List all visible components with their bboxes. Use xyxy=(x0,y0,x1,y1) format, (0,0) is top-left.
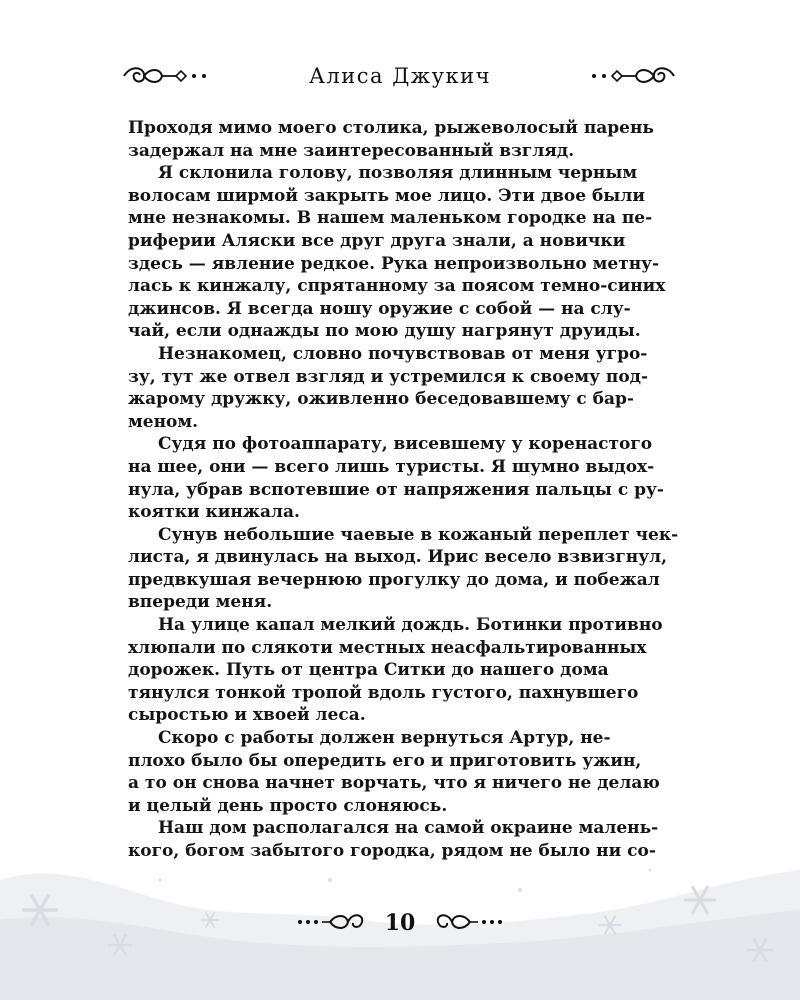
folio xyxy=(0,904,800,944)
text-line: коятки кинжала. xyxy=(128,502,300,523)
text-line: хлюпали по слякоти местных неасфальтированных xyxy=(128,637,647,658)
text-line: волосам ширмой закрыть мое лицо. Эти двое были xyxy=(128,185,645,206)
text-line: а то он снова начнет ворчать, что я ничего не делаю xyxy=(128,773,660,794)
text-line: задержал на мне заинтересованный взгляд. xyxy=(128,140,575,161)
text-line: сыростью и хвоей леса. xyxy=(128,705,366,726)
text-line: Сунув небольшие чаевые в кожаный переплет чек- xyxy=(158,524,679,545)
running-head xyxy=(0,58,800,98)
text-line: риферии Аляски все друг друга знали, а новички xyxy=(128,230,626,251)
page-number: 10 xyxy=(384,910,416,936)
text-line: нула, убрав вспотевшие от напряжения пальцы с ру- xyxy=(128,479,664,500)
text-line: Скоро с работы должен вернуться Артур, не- xyxy=(158,728,611,749)
text-line: джинсов. Я всегда ношу оружие с собой — на слу- xyxy=(128,298,631,319)
text-line: чай, если однажды по мою душу нагрянут друиды. xyxy=(128,321,641,342)
text-line: кого, богом забытого городка, рядом не было ни со- xyxy=(128,841,656,861)
text-line: здесь — явление редкое. Рука непроизвольно метну- xyxy=(128,253,660,274)
text-line: Я склонила голову, позволяя длинным черным xyxy=(158,163,638,184)
text-line: на шее, они — всего лишь туристы. Я шумно выдох- xyxy=(128,456,655,477)
text-line: зу, тут же отвел взгляд и устремился к своему под- xyxy=(128,366,649,387)
text-line: дорожек. Путь от центра Ситки до нашего дома xyxy=(128,660,609,681)
scroll-ornament-footer-right-icon xyxy=(434,904,504,940)
body-text xyxy=(128,117,698,863)
text-line: мне незнакомы. В нашем маленьком городке на пе- xyxy=(128,208,653,229)
text-line: предвкушая вечернюю прогулку до дома, и побежал xyxy=(128,569,660,590)
text-line: и целый день просто слоняюсь. xyxy=(128,795,448,816)
text-line: меном. xyxy=(128,411,199,432)
text-line: жарому дружку, оживленно беседовавшему с бар- xyxy=(128,389,634,410)
scroll-ornament-right-icon xyxy=(578,58,678,94)
text-line: Проходя мимо моего столика, рыжеволосый парень xyxy=(128,118,654,138)
text-line: тянулся тонкой тропой вдоль густого, пахнувшего xyxy=(128,682,639,703)
text-line: лась к кинжалу, спрятанному за поясом темно-синих xyxy=(128,276,666,297)
text-line: листа, я двинулась на выход. Ирис весело взвизгнул, xyxy=(128,547,668,568)
running-title: Алиса Джукич xyxy=(309,64,491,88)
text-line: Судя по фотоаппарату, висевшему у коренастого xyxy=(158,434,653,455)
text-line: Наш дом располагался на самой окраине малень- xyxy=(158,818,659,839)
text-line: плохо было бы опередить его и приготовить ужин, xyxy=(128,750,642,771)
text-line: На улице капал мелкий дождь. Ботинки противно xyxy=(158,615,663,636)
text-line: Незнакомец, словно почувствовав от меня угро- xyxy=(158,343,648,364)
text-line: впереди меня. xyxy=(128,592,273,613)
